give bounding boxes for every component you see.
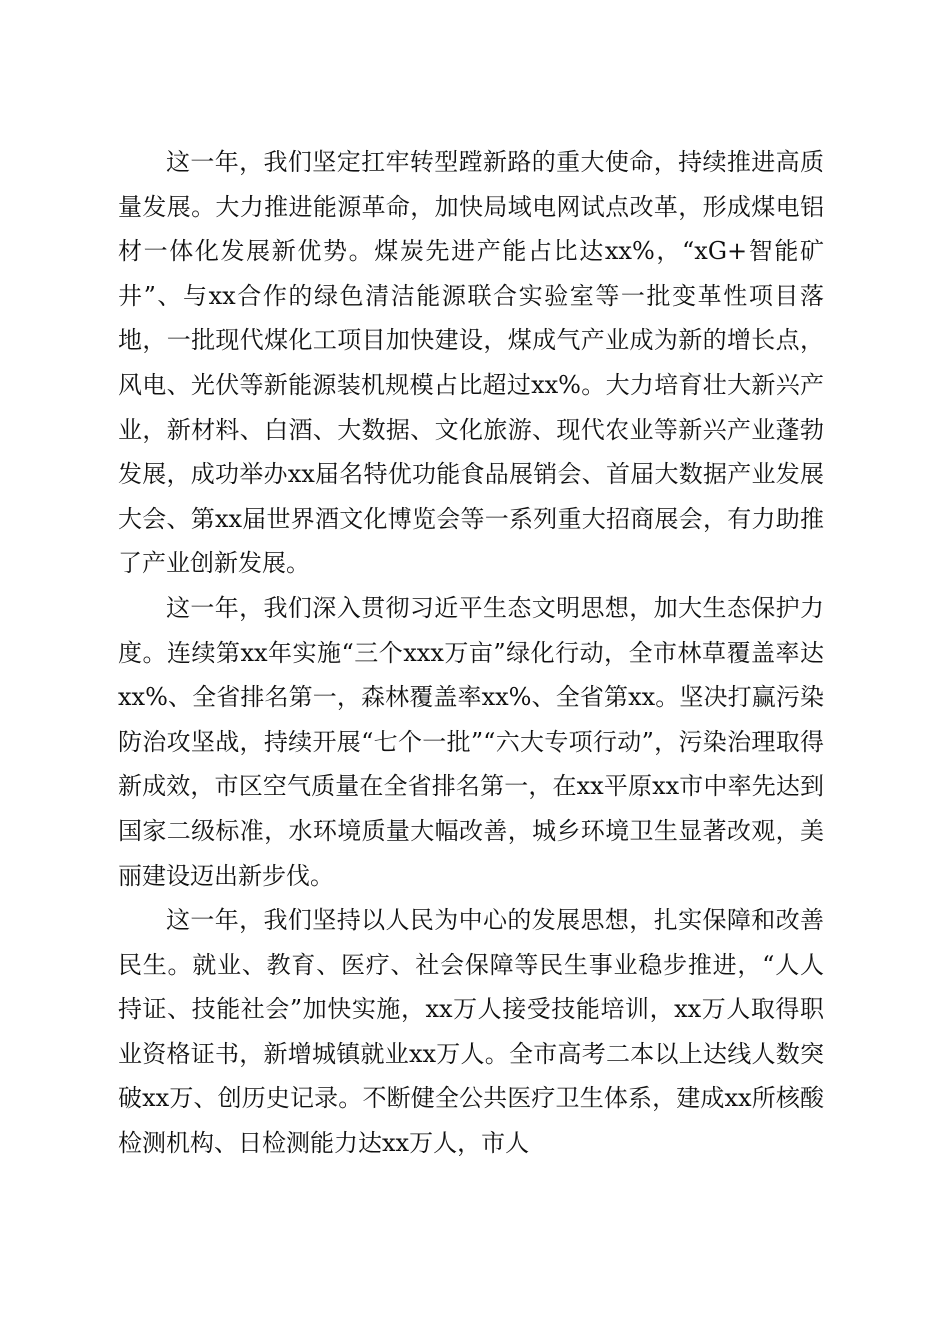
paragraph-peoples-livelihood: 这一年，我们坚持以人民为中心的发展思想，扎实保障和改善民生。就业、教育、医疗、社会保障等民生事业稳步推进，“人人持证、技能社会”加快实施，xx万人接受技能培训，xx万人取得职业资格证书，新增城镇就业xx万人。全市高考二本以上达线人数突破xx万、创历史记录。不断健全公共医疗卫生体系，建成xx所核酸检测机构、日检测能力达xx万人，市人 [118, 906, 824, 1158]
document-body [118, 140, 824, 1166]
paragraph-ecological-protection: 这一年，我们深入贯彻习近平生态文明思想，加大生态保护力度。连续第xx年实施“三个xxx万亩”绿化行动，全市林草覆盖率达xx%、全省排名第一，森林覆盖率xx%、全省第xx。坚决打赢污染防治攻坚战，持续开展“七个一批”“六大专项行动”，污染治理取得新成效，市区空气质量在全省排名第一，在xx平原xx市中率先达到国家二级标准，水环境质量大幅改善，城乡环境卫生显著改观，美丽建设迈出新步伐。 [118, 593, 824, 890]
paragraph-industry-development: 这一年，我们坚定扛牢转型蹚新路的重大使命，持续推进高质量发展。大力推进能源革命，加快局域电网试点改革，形成煤电铝材一体化发展新优势。煤炭先进产能占比达xx%，“xG+智能矿井”、与xx合作的绿色清洁能源联合实验室等一批变革性项目落地，一批现代煤化工项目加快建设，煤成气产业成为新的增长点，风电、光伏等新能源装机规模占比超过xx%。大力培育壮大新兴产业，新材料、白酒、大数据、文化旅游、现代农业等新兴产业蓬勃发展，成功举办xx届名特优功能食品展销会、首届大数据产业发展大会、第xx届世界酒文化博览会等一系列重大招商展会，有力助推了产业创新发展。 [118, 148, 824, 578]
